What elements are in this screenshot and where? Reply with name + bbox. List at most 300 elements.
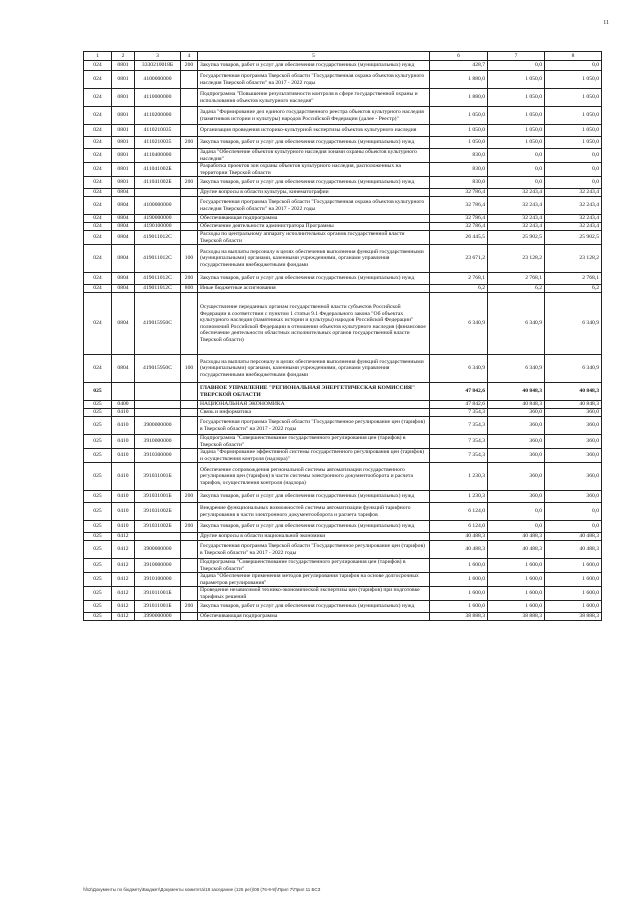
expense-name: Закупка товаров, работ и услуг для обеспечения государственных (муниципальных) нужд <box>198 61 430 71</box>
amount-year-1: 7 354,3 <box>430 409 488 417</box>
dept-code: 024 <box>84 189 112 197</box>
table-row <box>84 541 602 559</box>
dept-code: 024 <box>84 285 112 293</box>
dept-code: 025 <box>84 401 112 409</box>
dept-code: 024 <box>84 107 112 125</box>
amount-year-1: 7 354,3 <box>430 435 488 449</box>
amount-year-2: 40 488,3 <box>488 541 545 559</box>
section-code: 0410 <box>112 521 135 533</box>
target-article-code: 419011012С <box>135 273 181 285</box>
expense-type-code <box>181 463 198 491</box>
table-row <box>84 601 602 613</box>
amount-year-3: 40 848,3 <box>545 383 602 401</box>
section-code: 0804 <box>112 189 135 197</box>
expense-type-code: 200 <box>181 177 198 189</box>
table-row <box>84 177 602 189</box>
amount-year-1: 23 671,2 <box>430 245 488 273</box>
dept-code: 025 <box>84 435 112 449</box>
amount-year-1: 32 786,4 <box>430 197 488 215</box>
expense-name: Связь и информатика <box>198 409 430 417</box>
expense-type-code <box>181 533 198 541</box>
amount-year-1: 32 786,4 <box>430 215 488 223</box>
amount-year-2: 32 243,4 <box>488 215 545 223</box>
amount-year-1: 32 786,4 <box>430 223 488 231</box>
expense-type-code: 100 <box>181 355 198 383</box>
target-article-code: 4110000000 <box>135 89 181 107</box>
section-code: 0410 <box>112 463 135 491</box>
amount-year-3: 6,2 <box>545 285 602 293</box>
dept-code: 025 <box>84 541 112 559</box>
target-article-code: 4110210035 <box>135 125 181 137</box>
amount-year-2: 0,0 <box>488 503 545 521</box>
section-code: 0801 <box>112 177 135 189</box>
amount-year-3: 1 600,0 <box>545 601 602 613</box>
section-code: 0400 <box>112 401 135 409</box>
dept-code: 024 <box>84 231 112 245</box>
amount-year-3: 1 050,0 <box>545 137 602 149</box>
amount-year-3: 360,0 <box>545 449 602 463</box>
target-article-code: 391011001Б <box>135 587 181 601</box>
expense-name: Задача "Формирование дел единого государственного реестра объектов культурного наследия (памятников истории и культуры) народов Российской Федерации (далее - Реестр)" <box>198 107 430 125</box>
amount-year-2: 32 243,4 <box>488 197 545 215</box>
amount-year-3: 32 243,4 <box>545 189 602 197</box>
expense-type-code <box>181 435 198 449</box>
section-code: 0804 <box>112 231 135 245</box>
amount-year-1: 2 768,1 <box>430 273 488 285</box>
dept-code: 024 <box>84 125 112 137</box>
table-row <box>84 449 602 463</box>
target-article-code: 3900000000 <box>135 417 181 435</box>
expense-type-code: 200 <box>181 601 198 613</box>
dept-code: 025 <box>84 559 112 573</box>
amount-year-2: 360,0 <box>488 491 545 503</box>
amount-year-1: 38 888,3 <box>430 613 488 621</box>
amount-year-3: 1 600,0 <box>545 573 602 587</box>
table-row <box>84 355 602 383</box>
amount-year-1: 830,0 <box>430 163 488 177</box>
expense-name: ГЛАВНОЕ УПРАВЛЕНИЕ "РЕГИОНАЛЬНАЯ ЭНЕРГЕТИЧЕСКАЯ КОМИССИЯ" ТВЕРСКОЙ ОБЛАСТИ <box>198 383 430 401</box>
amount-year-1: 1 600,0 <box>430 573 488 587</box>
amount-year-1: 1 050,0 <box>430 107 488 125</box>
table-row <box>84 149 602 163</box>
section-code: 0801 <box>112 149 135 163</box>
dept-code: 024 <box>84 89 112 107</box>
dept-code: 025 <box>84 521 112 533</box>
amount-year-2: 360,0 <box>488 417 545 435</box>
amount-year-2: 0,0 <box>488 163 545 177</box>
expense-type-code <box>181 613 198 621</box>
table-row <box>84 61 602 71</box>
amount-year-3: 360,0 <box>545 409 602 417</box>
amount-year-1: 26 445,5 <box>430 231 488 245</box>
expense-name: Расходы по центральному аппарату исполнительных органов государственной власти Тверской области <box>198 231 430 245</box>
amount-year-2: 6,2 <box>488 285 545 293</box>
dept-code: 024 <box>84 223 112 231</box>
target-article-code: 3330210018Б <box>135 61 181 71</box>
amount-year-2: 32 243,4 <box>488 189 545 197</box>
amount-year-1: 6,2 <box>430 285 488 293</box>
amount-year-3: 1 050,0 <box>545 107 602 125</box>
amount-year-3: 1 050,0 <box>545 71 602 89</box>
section-code: 0801 <box>112 107 135 125</box>
expense-type-code: 200 <box>181 521 198 533</box>
section-code: 0410 <box>112 417 135 435</box>
section-code: 0410 <box>112 435 135 449</box>
target-article-code: 391031002Б <box>135 503 181 521</box>
amount-year-2: 6 340,9 <box>488 355 545 383</box>
expense-type-code <box>181 573 198 587</box>
dept-code: 025 <box>84 587 112 601</box>
table-row <box>84 137 602 149</box>
table-row <box>84 197 602 215</box>
table-row <box>84 533 602 541</box>
expense-name: Другие вопросы в области национальной экономики <box>198 533 430 541</box>
section-code: 0410 <box>112 491 135 503</box>
amount-year-3: 0,0 <box>545 503 602 521</box>
table-row <box>84 223 602 231</box>
expense-type-code <box>181 231 198 245</box>
table-row <box>84 293 602 355</box>
dept-code: 025 <box>84 491 112 503</box>
expense-name: Государственная программа Тверской области "Государственное регулирование цен (тарифов) в Тверской области" на 2017 - 2022 годы <box>198 417 430 435</box>
amount-year-2: 23 128,2 <box>488 245 545 273</box>
expense-name: Подпрограмма "Совершенствование государственного регулирования цен (тарифов) в Тверской области" <box>198 559 430 573</box>
target-article-code: 4100000000 <box>135 197 181 215</box>
section-code: 0801 <box>112 163 135 177</box>
section-code: 0804 <box>112 215 135 223</box>
expense-name: Задача "Обеспечение применения методов регулирования тарифов на основе долгосрочных параметров регулирования" <box>198 573 430 587</box>
page-number: 11 <box>603 20 609 26</box>
expense-name: Проведение независимой технико-экономической экспертизы цен (тарифов) при подготовке тарифных решений <box>198 587 430 601</box>
expense-type-code <box>181 587 198 601</box>
section-code <box>112 383 135 401</box>
table-row <box>84 383 602 401</box>
amount-year-2: 6 340,9 <box>488 293 545 355</box>
amount-year-3: 0,0 <box>545 163 602 177</box>
amount-year-2: 40 488,3 <box>488 533 545 541</box>
target-article-code: 3910300000 <box>135 449 181 463</box>
column-header: 5 <box>198 52 430 61</box>
section-code: 0804 <box>112 197 135 215</box>
section-code: 0412 <box>112 601 135 613</box>
dept-code: 025 <box>84 463 112 491</box>
amount-year-2: 360,0 <box>488 463 545 491</box>
table-row <box>84 521 602 533</box>
amount-year-1: 40 488,3 <box>430 541 488 559</box>
expense-type-code <box>181 107 198 125</box>
dept-code: 024 <box>84 215 112 223</box>
amount-year-2: 1 600,0 <box>488 587 545 601</box>
amount-year-2: 0,0 <box>488 149 545 163</box>
table-body <box>84 61 602 621</box>
target-article-code: 3910000000 <box>135 435 181 449</box>
amount-year-2: 1 600,0 <box>488 559 545 573</box>
amount-year-3: 38 888,3 <box>545 613 602 621</box>
target-article-code: 411041002Б <box>135 177 181 189</box>
amount-year-2: 1 050,0 <box>488 125 545 137</box>
amount-year-3: 6 340,9 <box>545 293 602 355</box>
budget-table <box>83 51 602 621</box>
amount-year-2: 1 050,0 <box>488 71 545 89</box>
target-article-code: 391031001Б <box>135 463 181 491</box>
expense-type-code <box>181 215 198 223</box>
expense-type-code <box>181 125 198 137</box>
dept-code: 025 <box>84 601 112 613</box>
target-article-code: 4100000000 <box>135 71 181 89</box>
dept-code: 024 <box>84 293 112 355</box>
expense-name: Организация проведения историко-культурной экспертизы объектов культурного наследия <box>198 125 430 137</box>
amount-year-3: 32 243,4 <box>545 223 602 231</box>
expense-name: Обеспечение деятельности администратора Программы <box>198 223 430 231</box>
amount-year-3: 360,0 <box>545 435 602 449</box>
target-article-code: 419011012С <box>135 231 181 245</box>
amount-year-2: 360,0 <box>488 449 545 463</box>
section-code: 0801 <box>112 71 135 89</box>
amount-year-1: 1 880,0 <box>430 89 488 107</box>
amount-year-1: 47 842,6 <box>430 401 488 409</box>
amount-year-3: 0,0 <box>545 521 602 533</box>
expense-type-code <box>181 293 198 355</box>
target-article-code: 419015950С <box>135 355 181 383</box>
amount-year-1: 6 340,9 <box>430 293 488 355</box>
amount-year-2: 1 050,0 <box>488 107 545 125</box>
expense-type-code <box>181 401 198 409</box>
expense-type-code: 200 <box>181 137 198 149</box>
expense-name: Разработка проектов зон охраны объектов культурного наследия, расположенных на территории Тверской области <box>198 163 430 177</box>
section-code: 0412 <box>112 533 135 541</box>
amount-year-3: 6 340,9 <box>545 355 602 383</box>
target-article-code <box>135 409 181 417</box>
table-row <box>84 163 602 177</box>
section-code: 0412 <box>112 613 135 621</box>
dept-code: 024 <box>84 245 112 273</box>
amount-year-3: 1 050,0 <box>545 125 602 137</box>
expense-name: Обеспечение сопровождения региональной системы автоматизации государственного регулирования цен (тарифов) в части системы электронного документооборота и расчета тарифов, осуществления контроля (надзора) <box>198 463 430 491</box>
amount-year-1: 830,0 <box>430 177 488 189</box>
amount-year-2: 25 902,5 <box>488 231 545 245</box>
section-code: 0412 <box>112 587 135 601</box>
expense-name: Обеспечивающая подпрограмма <box>198 215 430 223</box>
amount-year-1: 7 354,3 <box>430 449 488 463</box>
table-row <box>84 503 602 521</box>
amount-year-3: 0,0 <box>545 149 602 163</box>
expense-type-code <box>181 189 198 197</box>
column-header: 3 <box>135 52 181 61</box>
section-code: 0410 <box>112 449 135 463</box>
expense-type-code: 200 <box>181 61 198 71</box>
amount-year-2: 1 050,0 <box>488 137 545 149</box>
amount-year-3: 1 050,0 <box>545 89 602 107</box>
dept-code: 025 <box>84 383 112 401</box>
table-row <box>84 409 602 417</box>
expense-name: Задача "Обеспечение объектов культурного наследия зонами охраны объектов культурного наследия" <box>198 149 430 163</box>
dept-code: 025 <box>84 417 112 435</box>
table-row <box>84 231 602 245</box>
expense-name: Осуществление переданных органам государственной власти субъектов Российской Федерации в соответствии с пунктом 1 статьи 9.1 Федерального закона "Об объектах культурного наследия (памятниках истории и культуры) народов Российской Федерации" полномочий Российской Федерации в отношении объектов культурного наследия (финансовое обеспечение деятельности областных исполнительных органов государственной власти Тверской области) <box>198 293 430 355</box>
expense-name: Подпрограмма "Повышение результативности контроля в сфере государственной охраны и использования объектов культурного наследия" <box>198 89 430 107</box>
expense-type-code <box>181 149 198 163</box>
target-article-code: 3910000000 <box>135 559 181 573</box>
target-article-code: 391011001Б <box>135 601 181 613</box>
expense-name: Обеспечивающая подпрограмма <box>198 613 430 621</box>
expense-type-code <box>181 71 198 89</box>
file-path-footer: \\fs2\Документы по бюджету\Бюджет\Документы комитета\18 заседание (125 рег)\08 (76-9-9)\Прил 7\Прил 11 БСЗ <box>83 887 321 892</box>
expense-name: Государственная программа Тверской области "Государственное регулирование цен (тарифов) в Тверской области" на 2017 - 2022 годы <box>198 541 430 559</box>
dept-code: 025 <box>84 613 112 621</box>
table-row <box>84 189 602 197</box>
amount-year-1: 47 842,6 <box>430 383 488 401</box>
target-article-code: 4110210035 <box>135 137 181 149</box>
column-header: 4 <box>181 52 198 61</box>
target-article-code: 391031002Б <box>135 521 181 533</box>
amount-year-3: 2 768,1 <box>545 273 602 285</box>
amount-year-2: 360,0 <box>488 435 545 449</box>
table-row <box>84 491 602 503</box>
expense-type-code: 100 <box>181 245 198 273</box>
dept-code: 024 <box>84 197 112 215</box>
amount-year-1: 6 340,9 <box>430 355 488 383</box>
section-code: 0410 <box>112 409 135 417</box>
expense-type-code <box>181 383 198 401</box>
section-code: 0804 <box>112 223 135 231</box>
expense-name: Подпрограмма "Совершенствование государственного регулирования цен (тарифов) в Тверской области" <box>198 435 430 449</box>
table-row <box>84 245 602 273</box>
amount-year-2: 0,0 <box>488 177 545 189</box>
target-article-code <box>135 189 181 197</box>
expense-name: Закупка товаров, работ и услуг для обеспечения государственных (муниципальных) нужд <box>198 137 430 149</box>
amount-year-3: 40 848,3 <box>545 401 602 409</box>
section-code: 0804 <box>112 245 135 273</box>
section-code: 0412 <box>112 541 135 559</box>
amount-year-3: 32 243,4 <box>545 197 602 215</box>
expense-name: НАЦИОНАЛЬНАЯ ЭКОНОМИКА <box>198 401 430 409</box>
expense-type-code <box>181 449 198 463</box>
expense-name: Задача "Формирование эффективной системы государственного регулирования цен (тарифов) и осуществления контроля (надзора)" <box>198 449 430 463</box>
dept-code: 024 <box>84 137 112 149</box>
table-row <box>84 285 602 293</box>
section-code: 0412 <box>112 559 135 573</box>
dept-code: 024 <box>84 273 112 285</box>
target-article-code: 4110400000 <box>135 149 181 163</box>
expense-name: Иные бюджетные ассигнования <box>198 285 430 293</box>
expense-name: Государственная программа Тверской области "Государственная охрана объектов культурного наследия Тверской области" на 2017 - 2022 годы <box>198 197 430 215</box>
amount-year-1: 1 600,0 <box>430 601 488 613</box>
header-row <box>84 52 602 61</box>
amount-year-3: 360,0 <box>545 417 602 435</box>
target-article-code: 4190000000 <box>135 215 181 223</box>
expense-name: Расходы на выплаты персоналу в целях обеспечения выполнения функций государственными (муниципальными) органами, казенными учреждениями, органами управления государственными внебюджетными фондами <box>198 355 430 383</box>
amount-year-1: 1 230,3 <box>430 491 488 503</box>
table-row <box>84 215 602 223</box>
amount-year-3: 25 902,5 <box>545 231 602 245</box>
amount-year-2: 32 243,4 <box>488 223 545 231</box>
amount-year-3: 360,0 <box>545 491 602 503</box>
expense-type-code <box>181 163 198 177</box>
amount-year-2: 1 600,0 <box>488 601 545 613</box>
expense-type-code: 200 <box>181 273 198 285</box>
amount-year-2: 0,0 <box>488 61 545 71</box>
section-code: 0801 <box>112 61 135 71</box>
section-code: 0801 <box>112 89 135 107</box>
amount-year-1: 6 124,0 <box>430 521 488 533</box>
expense-type-code <box>181 409 198 417</box>
amount-year-3: 23 128,2 <box>545 245 602 273</box>
section-code: 0804 <box>112 355 135 383</box>
target-article-code <box>135 533 181 541</box>
column-header: 2 <box>112 52 135 61</box>
expense-type-code <box>181 223 198 231</box>
target-article-code: 3990000000 <box>135 613 181 621</box>
expense-name: Закупка товаров, работ и услуг для обеспечения государственных (муниципальных) нужд <box>198 177 430 189</box>
amount-year-1: 830,0 <box>430 149 488 163</box>
amount-year-2: 360,0 <box>488 409 545 417</box>
amount-year-3: 0,0 <box>545 177 602 189</box>
table-row <box>84 587 602 601</box>
dept-code: 025 <box>84 449 112 463</box>
table-row <box>84 463 602 491</box>
dept-code: 024 <box>84 149 112 163</box>
column-header: 6 <box>430 52 488 61</box>
expense-type-code <box>181 89 198 107</box>
target-article-code: 4110200000 <box>135 107 181 125</box>
amount-year-1: 1 050,0 <box>430 125 488 137</box>
expense-type-code: 800 <box>181 285 198 293</box>
table-row <box>84 125 602 137</box>
amount-year-1: 1 880,0 <box>430 71 488 89</box>
target-article-code <box>135 401 181 409</box>
target-article-code: 419015950С <box>135 293 181 355</box>
amount-year-2: 40 848,3 <box>488 401 545 409</box>
target-article-code: 419011012С <box>135 285 181 293</box>
expense-name: Внедрение функциональных возможностей системы автоматизации функций тарифного регулирования в части электронного документооборота и расчета тарифов <box>198 503 430 521</box>
table-row <box>84 401 602 409</box>
amount-year-3: 0,0 <box>545 61 602 71</box>
table-row <box>84 435 602 449</box>
target-article-code: 3900000000 <box>135 541 181 559</box>
expense-type-code <box>181 559 198 573</box>
expense-type-code <box>181 197 198 215</box>
expense-name: Другие вопросы в области культуры, кинематографии <box>198 189 430 197</box>
dept-code: 025 <box>84 409 112 417</box>
section-code: 0804 <box>112 293 135 355</box>
target-article-code: 4190100000 <box>135 223 181 231</box>
amount-year-2: 1 600,0 <box>488 573 545 587</box>
amount-year-1: 32 786,4 <box>430 189 488 197</box>
table-row <box>84 613 602 621</box>
expense-type-code <box>181 503 198 521</box>
amount-year-2: 40 848,3 <box>488 383 545 401</box>
target-article-code: 411041002Б <box>135 163 181 177</box>
section-code: 0804 <box>112 285 135 293</box>
target-article-code <box>135 383 181 401</box>
amount-year-2: 38 888,3 <box>488 613 545 621</box>
amount-year-3: 40 488,3 <box>545 533 602 541</box>
dept-code: 024 <box>84 355 112 383</box>
target-article-code: 419011012С <box>135 245 181 273</box>
expense-name: Закупка товаров, работ и услуг для обеспечения государственных (муниципальных) нужд <box>198 491 430 503</box>
expense-name: Закупка товаров, работ и услуг для обеспечения государственных (муниципальных) нужд <box>198 601 430 613</box>
section-code: 0412 <box>112 573 135 587</box>
expense-name: Расходы на выплаты персоналу в целях обеспечения выполнения функций государственными (муниципальными) органами, казенными учреждениями, органами управления государственными внебюджетными фондами <box>198 245 430 273</box>
amount-year-1: 428,7 <box>430 61 488 71</box>
section-code: 0804 <box>112 273 135 285</box>
expense-type-code <box>181 417 198 435</box>
amount-year-1: 7 354,3 <box>430 417 488 435</box>
amount-year-1: 1 050,0 <box>430 137 488 149</box>
amount-year-1: 40 488,3 <box>430 533 488 541</box>
expense-name: Закупка товаров, работ и услуг для обеспечения государственных (муниципальных) нужд <box>198 273 430 285</box>
amount-year-3: 1 600,0 <box>545 559 602 573</box>
